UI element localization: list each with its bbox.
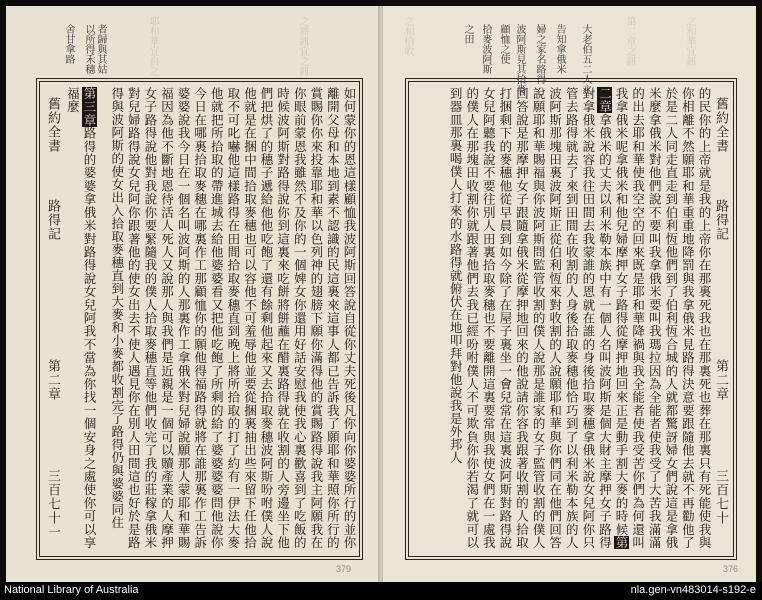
left-running-title: 路得記 xyxy=(45,199,60,241)
left-header-note-3: 者歸與其姑 xyxy=(95,24,106,74)
left-header-note-1: 舍甘拿路 xyxy=(63,24,74,64)
chapter3-text: 路得的婆婆拿俄米對路得說女兒阿我不當為你找一個安身之處使你可以享福麼 xyxy=(65,87,97,549)
right-body-text xyxy=(412,87,712,549)
left-page-number: 三百七十一 xyxy=(45,469,60,539)
right-page-number: 三百七十 xyxy=(713,469,728,525)
right-text-frame xyxy=(405,78,737,560)
left-pencil-page-mark: 379 xyxy=(336,564,352,574)
left-text-frame xyxy=(36,78,363,560)
chapter2-marker: 第二章 xyxy=(597,87,630,549)
left-book-title: 舊約全書 xyxy=(45,97,60,153)
right-header-note-6: 拾麥波阿斯 xyxy=(480,24,491,74)
footer-library-name: National Library of Australia xyxy=(4,584,139,596)
right-running-title: 路得記 xyxy=(713,199,728,241)
left-header-note-2: 以所得禾穗 xyxy=(83,24,94,74)
right-page: 之和拾收 大老伯五二人之 告知拿俄米 婦之家名路得 波阿斯見其拾麥 顧恤之使 拾麥波阿斯 之田 第二章之鈕 之和華宜鈕 舊約全書 路得記 第二章 三百七十 的民你的上帝就是我的上帝你在那裏死我也在那裏死也葬在那裏只有死能使我與你相離不然願耶和華重重地降罰與我拿俄米見路得決意要跟隨他去就不再勸他了於是二人同走直走到伯利恆他們到了伯利恆合城的人就都驚訝婦女們說這是拿俄米麼拿俄米對他們說不要叫我拿俄米要叫我瑪拉因為全能者使我受了大苦我滿滿的出去耶和華使我空空的回來既是耶和華降禍與我全能者使我受苦你們為何還叫我拿俄米呢拿俄米和他兒婦摩押女子路得從摩押地回來正是動手割大麥的時候第二章拿俄米的丈夫以利米勒本族中有一個人名叫波阿斯是個大財主摩押女子路得對拿俄米說容我往田間去我蒙誰的恩就在誰的身後拾取麥穗拿俄米說女兒阿你只管去路得就去了來到田間在收割的人身後拾取麥穗他恰巧到了以利米勒本族的人波阿斯那塊田裏波阿斯正從伯利恆來對收割的人說願耶和華與你們同在他們回答說願耶和華賜福與你波阿斯問監管收割的僕人說那是誰家的女子監管收割的僕人回答說是那摩押女子跟隨拿俄米從摩押地回來的他說請你容我跟著收割的人拾取打捆剩下的麥穗他從早晨到如今除了在屋子裏坐一會兒常在這裏波阿斯對路得說女兒阿聽我說不要往別人田裏拾取麥穗也不要離開這裏要常與我使女們在一處我的僕人在那塊田收割你就跟著他們去我已經吩咐僕人不可欺負你你若渴了就可以到器皿那裏喝僕人打來的水路得就俯伏在地叩拜對他說我是外邦人 376 xyxy=(383,6,756,582)
chapter3-marker: 第三章 xyxy=(82,87,97,127)
left-page: 舍甘拿路 以所得禾穗 者歸與其姑 耶和華宜自之 之將鈕宜之鈕 舊約全書 路得記 第二章 三百七十一 第三章路得的婆婆拿俄米對路得說女兒阿我不當為你找一個安身之處使你可以享福麼 如何蒙你的恩這樣顧恤我波阿斯回答說自從你丈夫死後凡你向你婆婆所行的並你離開父母和本地到素不認識的民這裏來這事人都已告訴我了願耶和華照你所行的賞賜你你來投靠耶和華以色列神的翅膀下願你滿得他的賞賜路得說我主阿願我在你眼前蒙恩我雖然不及你的一個婢女你還用好話安慰我使我心裏歡喜到了吃飯的時候波阿斯對路得說你到這裏來吃餅將餅蘸在醋裏路得就在收割的人旁邊坐下他們把烘了的穗子遞給他他吃飽了還有餘剩他起來又去拾取麥穗波阿斯吩咐僕人說他就是在捆中間拾取麥穗也可以容他不可羞辱他並要從捆裏抽出些來留下任他拾取不可叱嚇他這樣路得在田間拾取麥穗直到晚上將所拾取的打了約有一伊法大麥他就把所拾取的帶進城去給他婆婆看又把他吃飽了所剩的給了婆婆婆婆問他說你今日在哪裏拾取麥穗在哪裏作工那顧恤你的願他得福路得就將在誰那裏作工告訴婆婆說我今日在一個名叫波阿斯的人那裏作工拿俄米對兒婦說願那人蒙耶和華賜福因為他不斷地恩待活人死人又說那人與我們是近親是一個可以贖產業的人摩押女子路得說他對我說你要緊隨我的僕人拾取麥穗直等他們收完了我的莊稼拿俄米對兒婦路得說女兒阿你跟著他的使女出去不使人遇見你在別人田間這也好於是路得與波阿斯的使女出入拾取麥穗直到大麥和小麥都收割完了路得仍與婆婆同住 379 xyxy=(6,6,379,582)
footer-record-id: nla.gen-vn483014-s192-e xyxy=(630,584,756,596)
footer-bar xyxy=(0,582,762,600)
right-header-note-3: 婦之家名路得 xyxy=(534,24,545,84)
left-body-text: 如何蒙你的恩這樣顧恤我波阿斯回答說自從你丈夫死後凡你向你婆婆所行的並你離開父母和本地到素不認識的民這裏來這事人都已告訴我了願耶和華照你所行的賞賜你你來投靠耶和華以色列神的翅膀下願你滿得他的賞賜路得說我主阿願我在你眼前蒙恩我雖然不及你的一個婢女你還用好話安慰我使我心裏歡喜到了吃飯的時候波阿斯對路得說你到這裏來吃餅將餅蘸在醋裏路得就在收割的人旁邊坐下他們把烘了的穗子遞給他他吃飽了還有餘剩他起來又去拾取麥穗波阿斯吩咐僕人說他就是在捆中間拾取麥穗也可以容他不可羞辱他並要從捆裏抽出些來留下任他拾取不可叱嚇他這樣路得在田間拾取麥穗直到晚上將所拾取的打了約有一伊法大麥他就把所拾取的帶進城去給他婆婆看又把他吃飽了所剩的給了婆婆婆婆問他說你今日在哪裏拾取麥穗在哪裏作工那顧恤你的願他得福路得就將在誰那裏作工告訴婆婆說我今日在一個名叫波阿斯的人那裏作工拿俄米對兒婦說願那人蒙耶和華賜福因為他不斷地恩待活人死人又說那人與我們是近親是一個可以贖產業的人摩押女子路得說他對我說你要緊隨我的僕人拾取麥穗直等他們收完了我的莊稼拿俄米對兒婦路得說女兒阿你跟著他的使女出去不使人遇見你在別人田間這也好於是路得與波阿斯的使女出入拾取麥穗直到大麥和小麥都收割完了路得仍與婆婆同住 xyxy=(109,87,357,549)
right-pencil-page-mark: 376 xyxy=(723,564,739,574)
right-header-note-5: 顧恤之使 xyxy=(498,24,509,64)
left-chapter-label: 第二章 xyxy=(45,359,60,401)
right-book-title: 舊約全書 xyxy=(713,97,728,153)
right-header-note-7: 之田 xyxy=(462,24,473,44)
right-header-note-4: 波阿斯見其拾麥 xyxy=(514,24,525,94)
right-chapter-label: 第二章 xyxy=(713,359,728,401)
right-header-note-1: 大老伯五二人之 xyxy=(580,24,591,94)
left-chapter3-block xyxy=(61,87,97,549)
right-body-opening: 的民你的上帝就是我的上帝你在那裏死我也在那裏死也葬在那裏只有死能使我與你相離不然願耶和華重重地降罰與我拿俄米見路得決意要跟隨他去就不再勸他了於是二人同走直走到伯利恆他們到了伯利恆合城的人就都驚訝婦女們說這是拿俄米麼拿俄米對他們說不要叫我拿俄米要叫我瑪拉因為全能者使我受了大苦我滿滿的出去耶和華使我空空的回來既是耶和華降禍與我全能者使我受苦你們為何還叫我拿俄米呢拿俄米和他兒婦摩押女子路得從摩押地回來正是動手割大麥的時候 xyxy=(614,87,712,549)
right-header-note-2: 告知拿俄米 xyxy=(554,24,565,74)
chapter2-text: 拿俄米的丈夫以利米勒本族中有一個人名叫波阿斯是個大財主摩押女子路得對拿俄米說容我往田間去我蒙誰的恩就在誰的身後拾取麥穗拿俄米說女兒阿你只管去路得就去了來到田間在收割的人身後拾取麥穗他恰巧到了以利米勒本族的人波阿斯那塊田裏波阿斯正從伯利恆來對收割的人說願耶和華與你們同在他們回答說願耶和華賜福與你波阿斯問監管收割的僕人說那是誰家的女子監管收割的僕人回答說是那摩押女子跟隨拿俄米從摩押地回來的他說請你容我跟著收割的人拾取打捆剩下的麥穗他從早晨到如今除了在屋子裏坐一會兒常在這裏波阿斯對路得說女兒阿聽我說不要往別人田裏拾取麥穗也不要離開這裏要常與我使女們在一處我的僕人在那塊田收割你就跟著他們去我已經吩咐僕人不可欺負你你若渴了就可以到器皿那裏喝僕人打來的水路得就俯伏在地叩拜對他說我是外邦人 xyxy=(448,87,613,549)
